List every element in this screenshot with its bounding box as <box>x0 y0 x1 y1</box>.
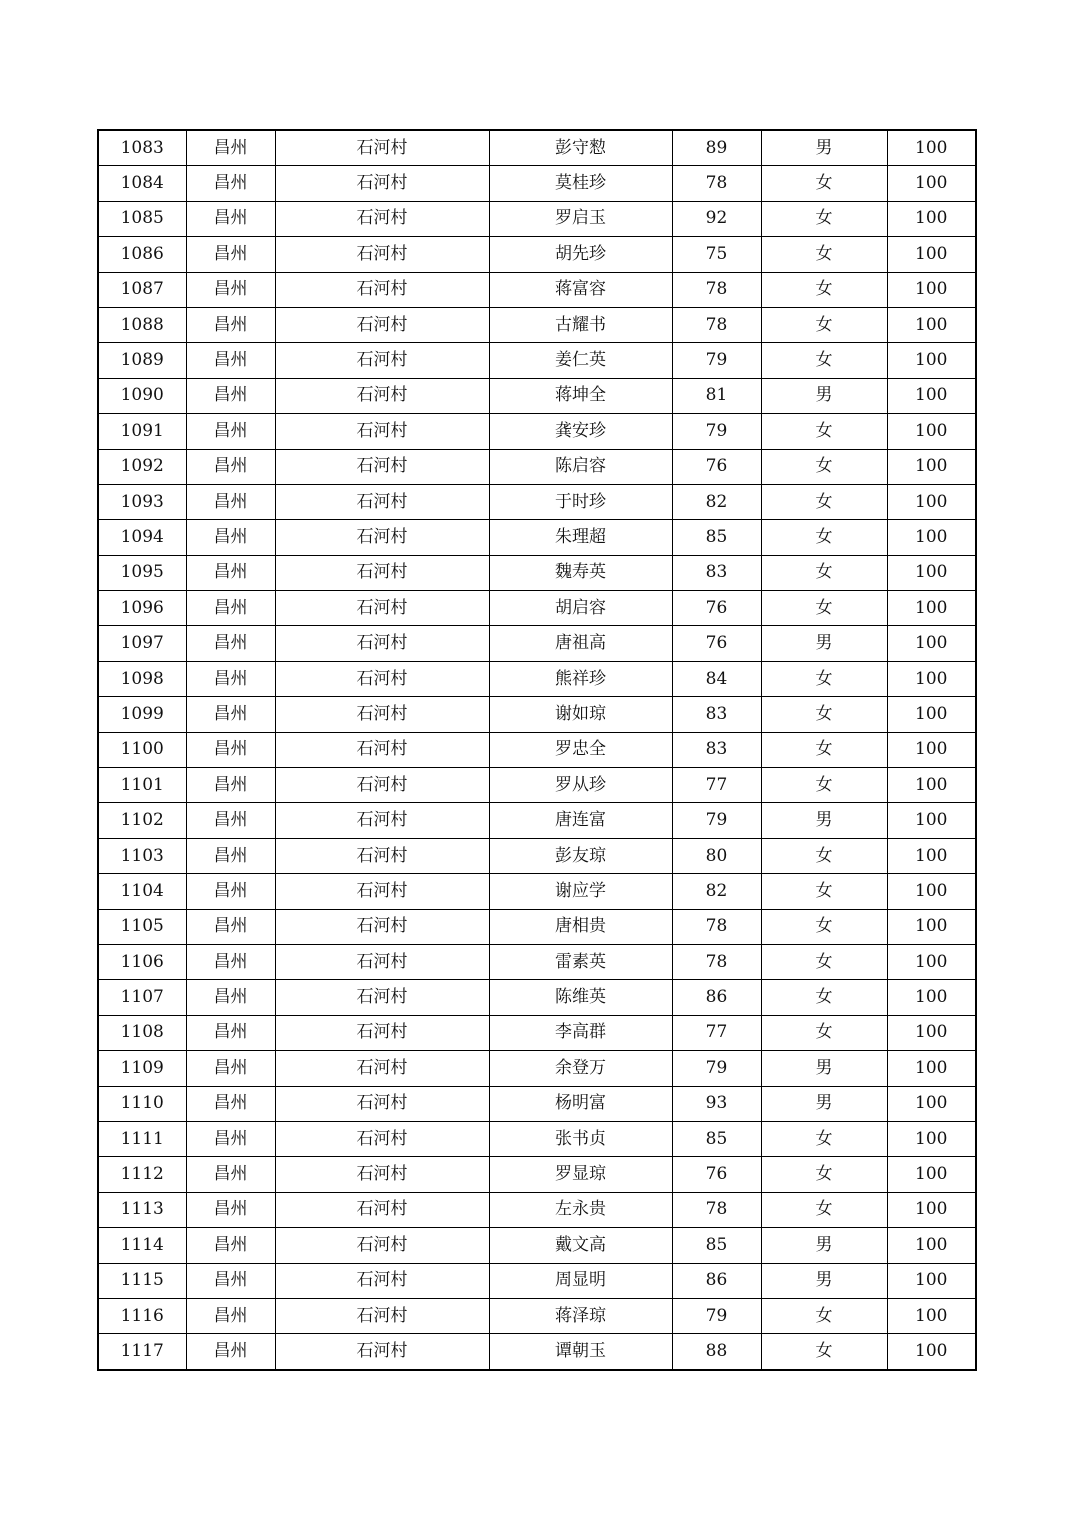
cell-age: 79 <box>672 343 761 378</box>
cell-number: 1109 <box>98 1051 186 1086</box>
table-row <box>98 591 976 626</box>
table-row <box>98 272 976 307</box>
cell-number: 1102 <box>98 803 186 838</box>
table-row <box>98 484 976 519</box>
cell-number: 1105 <box>98 909 186 944</box>
cell-gender: 女 <box>761 1015 887 1050</box>
cell-number: 1103 <box>98 838 186 873</box>
cell-amount: 100 <box>887 803 976 838</box>
cell-number: 1114 <box>98 1228 186 1263</box>
cell-number: 1104 <box>98 874 186 909</box>
cell-village: 石河村 <box>275 449 489 484</box>
cell-name: 彭守愸 <box>489 130 672 166</box>
cell-village: 石河村 <box>275 555 489 590</box>
cell-age: 78 <box>672 944 761 979</box>
cell-village: 石河村 <box>275 874 489 909</box>
cell-age: 76 <box>672 1157 761 1192</box>
cell-number: 1087 <box>98 272 186 307</box>
table-row <box>98 909 976 944</box>
cell-gender: 女 <box>761 272 887 307</box>
cell-name: 余登万 <box>489 1051 672 1086</box>
cell-name: 陈维英 <box>489 980 672 1015</box>
cell-amount: 100 <box>887 661 976 696</box>
cell-number: 1093 <box>98 484 186 519</box>
table-row <box>98 414 976 449</box>
cell-amount: 100 <box>887 944 976 979</box>
cell-age: 77 <box>672 1015 761 1050</box>
cell-number: 1111 <box>98 1121 186 1156</box>
cell-name: 蒋泽琼 <box>489 1298 672 1333</box>
cell-amount: 100 <box>887 272 976 307</box>
cell-village: 石河村 <box>275 909 489 944</box>
cell-town: 昌州 <box>186 838 275 873</box>
cell-village: 石河村 <box>275 343 489 378</box>
cell-age: 79 <box>672 1298 761 1333</box>
cell-amount: 100 <box>887 201 976 236</box>
cell-number: 1095 <box>98 555 186 590</box>
cell-age: 83 <box>672 732 761 767</box>
cell-name: 莫桂珍 <box>489 166 672 201</box>
cell-name: 熊祥珍 <box>489 661 672 696</box>
cell-village: 石河村 <box>275 201 489 236</box>
cell-town: 昌州 <box>186 272 275 307</box>
cell-town: 昌州 <box>186 343 275 378</box>
cell-village: 石河村 <box>275 307 489 342</box>
cell-village: 石河村 <box>275 838 489 873</box>
table-row <box>98 980 976 1015</box>
cell-town: 昌州 <box>186 1015 275 1050</box>
cell-town: 昌州 <box>186 555 275 590</box>
table-row <box>98 1228 976 1263</box>
cell-village: 石河村 <box>275 803 489 838</box>
table-row <box>98 1157 976 1192</box>
cell-gender: 女 <box>761 1192 887 1227</box>
cell-age: 83 <box>672 555 761 590</box>
cell-gender: 女 <box>761 909 887 944</box>
cell-gender: 女 <box>761 484 887 519</box>
cell-amount: 100 <box>887 591 976 626</box>
cell-gender: 女 <box>761 1298 887 1333</box>
table-row <box>98 201 976 236</box>
cell-name: 朱理超 <box>489 520 672 555</box>
cell-town: 昌州 <box>186 944 275 979</box>
cell-amount: 100 <box>887 909 976 944</box>
cell-number: 1099 <box>98 697 186 732</box>
cell-town: 昌州 <box>186 166 275 201</box>
cell-amount: 100 <box>887 307 976 342</box>
cell-village: 石河村 <box>275 944 489 979</box>
cell-age: 79 <box>672 1051 761 1086</box>
cell-age: 85 <box>672 520 761 555</box>
cell-age: 81 <box>672 378 761 413</box>
cell-village: 石河村 <box>275 626 489 661</box>
cell-amount: 100 <box>887 980 976 1015</box>
cell-age: 76 <box>672 626 761 661</box>
table-row <box>98 838 976 873</box>
cell-number: 1089 <box>98 343 186 378</box>
cell-name: 胡先珍 <box>489 237 672 272</box>
cell-town: 昌州 <box>186 378 275 413</box>
cell-town: 昌州 <box>186 874 275 909</box>
cell-age: 79 <box>672 803 761 838</box>
cell-age: 92 <box>672 201 761 236</box>
table-row <box>98 166 976 201</box>
cell-age: 77 <box>672 768 761 803</box>
cell-gender: 女 <box>761 838 887 873</box>
cell-age: 78 <box>672 909 761 944</box>
cell-amount: 100 <box>887 555 976 590</box>
table-row <box>98 732 976 767</box>
cell-village: 石河村 <box>275 1086 489 1121</box>
cell-number: 1107 <box>98 980 186 1015</box>
cell-age: 80 <box>672 838 761 873</box>
cell-gender: 女 <box>761 944 887 979</box>
cell-town: 昌州 <box>186 909 275 944</box>
cell-village: 石河村 <box>275 1298 489 1333</box>
cell-town: 昌州 <box>186 1228 275 1263</box>
cell-gender: 女 <box>761 1157 887 1192</box>
cell-number: 1097 <box>98 626 186 661</box>
table-row <box>98 944 976 979</box>
cell-age: 78 <box>672 1192 761 1227</box>
cell-town: 昌州 <box>186 626 275 661</box>
cell-number: 1116 <box>98 1298 186 1333</box>
cell-number: 1098 <box>98 661 186 696</box>
cell-name: 唐相贵 <box>489 909 672 944</box>
roster-table <box>97 129 977 1371</box>
cell-amount: 100 <box>887 414 976 449</box>
cell-amount: 100 <box>887 732 976 767</box>
cell-amount: 100 <box>887 1015 976 1050</box>
cell-gender: 女 <box>761 591 887 626</box>
cell-name: 魏寿英 <box>489 555 672 590</box>
cell-village: 石河村 <box>275 661 489 696</box>
cell-town: 昌州 <box>186 201 275 236</box>
table-row <box>98 343 976 378</box>
cell-gender: 女 <box>761 201 887 236</box>
cell-gender: 女 <box>761 307 887 342</box>
cell-number: 1100 <box>98 732 186 767</box>
cell-town: 昌州 <box>186 768 275 803</box>
cell-number: 1083 <box>98 130 186 166</box>
cell-name: 罗显琼 <box>489 1157 672 1192</box>
cell-gender: 女 <box>761 980 887 1015</box>
cell-village: 石河村 <box>275 591 489 626</box>
cell-village: 石河村 <box>275 130 489 166</box>
cell-village: 石河村 <box>275 1015 489 1050</box>
cell-amount: 100 <box>887 1263 976 1298</box>
cell-name: 姜仁英 <box>489 343 672 378</box>
cell-gender: 女 <box>761 732 887 767</box>
cell-town: 昌州 <box>186 1192 275 1227</box>
cell-town: 昌州 <box>186 1263 275 1298</box>
table-row <box>98 697 976 732</box>
cell-amount: 100 <box>887 1121 976 1156</box>
cell-number: 1108 <box>98 1015 186 1050</box>
roster-body <box>98 130 976 1370</box>
table-row <box>98 1263 976 1298</box>
cell-gender: 男 <box>761 1263 887 1298</box>
cell-number: 1088 <box>98 307 186 342</box>
cell-town: 昌州 <box>186 1051 275 1086</box>
cell-number: 1085 <box>98 201 186 236</box>
cell-town: 昌州 <box>186 803 275 838</box>
cell-gender: 女 <box>761 874 887 909</box>
cell-age: 85 <box>672 1228 761 1263</box>
cell-amount: 100 <box>887 1228 976 1263</box>
cell-town: 昌州 <box>186 237 275 272</box>
cell-gender: 男 <box>761 626 887 661</box>
cell-age: 76 <box>672 449 761 484</box>
table-row <box>98 803 976 838</box>
table-row <box>98 874 976 909</box>
table-row <box>98 130 976 166</box>
cell-amount: 100 <box>887 626 976 661</box>
cell-name: 杨明富 <box>489 1086 672 1121</box>
cell-village: 石河村 <box>275 1121 489 1156</box>
table-row <box>98 237 976 272</box>
cell-number: 1101 <box>98 768 186 803</box>
cell-gender: 男 <box>761 1086 887 1121</box>
cell-town: 昌州 <box>186 1086 275 1121</box>
cell-number: 1113 <box>98 1192 186 1227</box>
cell-town: 昌州 <box>186 591 275 626</box>
cell-village: 石河村 <box>275 378 489 413</box>
cell-name: 张书贞 <box>489 1121 672 1156</box>
cell-amount: 100 <box>887 1298 976 1333</box>
table-row <box>98 1121 976 1156</box>
cell-town: 昌州 <box>186 1298 275 1333</box>
cell-number: 1090 <box>98 378 186 413</box>
table-row <box>98 1051 976 1086</box>
cell-town: 昌州 <box>186 1121 275 1156</box>
cell-gender: 女 <box>761 166 887 201</box>
cell-age: 85 <box>672 1121 761 1156</box>
cell-amount: 100 <box>887 237 976 272</box>
cell-name: 雷素英 <box>489 944 672 979</box>
cell-number: 1112 <box>98 1157 186 1192</box>
table-row <box>98 520 976 555</box>
cell-village: 石河村 <box>275 414 489 449</box>
cell-town: 昌州 <box>186 1157 275 1192</box>
table-row <box>98 449 976 484</box>
cell-town: 昌州 <box>186 307 275 342</box>
cell-village: 石河村 <box>275 166 489 201</box>
cell-name: 于时珍 <box>489 484 672 519</box>
cell-number: 1096 <box>98 591 186 626</box>
cell-village: 石河村 <box>275 1334 489 1370</box>
table-row <box>98 661 976 696</box>
cell-age: 86 <box>672 980 761 1015</box>
cell-number: 1084 <box>98 166 186 201</box>
cell-village: 石河村 <box>275 484 489 519</box>
cell-village: 石河村 <box>275 768 489 803</box>
cell-age: 93 <box>672 1086 761 1121</box>
cell-gender: 女 <box>761 414 887 449</box>
cell-amount: 100 <box>887 697 976 732</box>
cell-gender: 男 <box>761 378 887 413</box>
cell-town: 昌州 <box>186 520 275 555</box>
cell-age: 82 <box>672 874 761 909</box>
cell-name: 周显明 <box>489 1263 672 1298</box>
cell-gender: 女 <box>761 661 887 696</box>
cell-name: 唐连富 <box>489 803 672 838</box>
cell-amount: 100 <box>887 1157 976 1192</box>
cell-amount: 100 <box>887 1051 976 1086</box>
cell-number: 1092 <box>98 449 186 484</box>
table-row <box>98 1015 976 1050</box>
table-row <box>98 1298 976 1333</box>
cell-gender: 男 <box>761 1051 887 1086</box>
cell-name: 彭友琼 <box>489 838 672 873</box>
cell-name: 罗启玉 <box>489 201 672 236</box>
cell-town: 昌州 <box>186 130 275 166</box>
cell-age: 89 <box>672 130 761 166</box>
cell-name: 戴文高 <box>489 1228 672 1263</box>
table-row <box>98 1334 976 1370</box>
cell-town: 昌州 <box>186 980 275 1015</box>
cell-name: 龚安珍 <box>489 414 672 449</box>
cell-number: 1086 <box>98 237 186 272</box>
table-row <box>98 1086 976 1121</box>
cell-name: 罗从珍 <box>489 768 672 803</box>
cell-amount: 100 <box>887 838 976 873</box>
cell-gender: 女 <box>761 697 887 732</box>
cell-village: 石河村 <box>275 272 489 307</box>
cell-age: 83 <box>672 697 761 732</box>
cell-age: 84 <box>672 661 761 696</box>
cell-name: 陈启容 <box>489 449 672 484</box>
cell-village: 石河村 <box>275 1263 489 1298</box>
cell-gender: 女 <box>761 555 887 590</box>
cell-name: 古耀书 <box>489 307 672 342</box>
cell-town: 昌州 <box>186 732 275 767</box>
cell-number: 1091 <box>98 414 186 449</box>
cell-age: 78 <box>672 272 761 307</box>
cell-amount: 100 <box>887 449 976 484</box>
cell-number: 1106 <box>98 944 186 979</box>
cell-village: 石河村 <box>275 520 489 555</box>
cell-amount: 100 <box>887 520 976 555</box>
cell-age: 79 <box>672 414 761 449</box>
cell-gender: 女 <box>761 449 887 484</box>
cell-name: 李高群 <box>489 1015 672 1050</box>
cell-town: 昌州 <box>186 414 275 449</box>
cell-village: 石河村 <box>275 732 489 767</box>
cell-name: 蒋坤全 <box>489 378 672 413</box>
cell-age: 75 <box>672 237 761 272</box>
table-row <box>98 626 976 661</box>
cell-number: 1115 <box>98 1263 186 1298</box>
cell-name: 罗忠全 <box>489 732 672 767</box>
cell-gender: 女 <box>761 343 887 378</box>
cell-village: 石河村 <box>275 1228 489 1263</box>
cell-name: 左永贵 <box>489 1192 672 1227</box>
cell-village: 石河村 <box>275 697 489 732</box>
cell-number: 1094 <box>98 520 186 555</box>
cell-name: 唐祖高 <box>489 626 672 661</box>
cell-name: 谢如琼 <box>489 697 672 732</box>
table-row <box>98 555 976 590</box>
cell-amount: 100 <box>887 130 976 166</box>
cell-village: 石河村 <box>275 980 489 1015</box>
cell-amount: 100 <box>887 1334 976 1370</box>
cell-amount: 100 <box>887 1086 976 1121</box>
cell-amount: 100 <box>887 874 976 909</box>
cell-amount: 100 <box>887 166 976 201</box>
cell-village: 石河村 <box>275 237 489 272</box>
cell-town: 昌州 <box>186 661 275 696</box>
cell-age: 86 <box>672 1263 761 1298</box>
table-row <box>98 768 976 803</box>
cell-village: 石河村 <box>275 1051 489 1086</box>
cell-town: 昌州 <box>186 449 275 484</box>
cell-village: 石河村 <box>275 1192 489 1227</box>
cell-gender: 女 <box>761 1334 887 1370</box>
cell-gender: 男 <box>761 1228 887 1263</box>
cell-village: 石河村 <box>275 1157 489 1192</box>
cell-name: 谢应学 <box>489 874 672 909</box>
cell-name: 胡启容 <box>489 591 672 626</box>
cell-amount: 100 <box>887 768 976 803</box>
cell-age: 78 <box>672 307 761 342</box>
cell-name: 蒋富容 <box>489 272 672 307</box>
cell-amount: 100 <box>887 484 976 519</box>
table-row <box>98 378 976 413</box>
cell-age: 82 <box>672 484 761 519</box>
cell-gender: 女 <box>761 1121 887 1156</box>
cell-gender: 女 <box>761 237 887 272</box>
cell-gender: 男 <box>761 803 887 838</box>
cell-name: 谭朝玉 <box>489 1334 672 1370</box>
cell-amount: 100 <box>887 343 976 378</box>
cell-age: 88 <box>672 1334 761 1370</box>
cell-number: 1117 <box>98 1334 186 1370</box>
cell-town: 昌州 <box>186 484 275 519</box>
cell-amount: 100 <box>887 378 976 413</box>
cell-gender: 女 <box>761 768 887 803</box>
table-row <box>98 307 976 342</box>
cell-age: 76 <box>672 591 761 626</box>
cell-town: 昌州 <box>186 1334 275 1370</box>
cell-amount: 100 <box>887 1192 976 1227</box>
cell-town: 昌州 <box>186 697 275 732</box>
cell-gender: 女 <box>761 520 887 555</box>
table-row <box>98 1192 976 1227</box>
cell-number: 1110 <box>98 1086 186 1121</box>
cell-age: 78 <box>672 166 761 201</box>
cell-gender: 男 <box>761 130 887 166</box>
